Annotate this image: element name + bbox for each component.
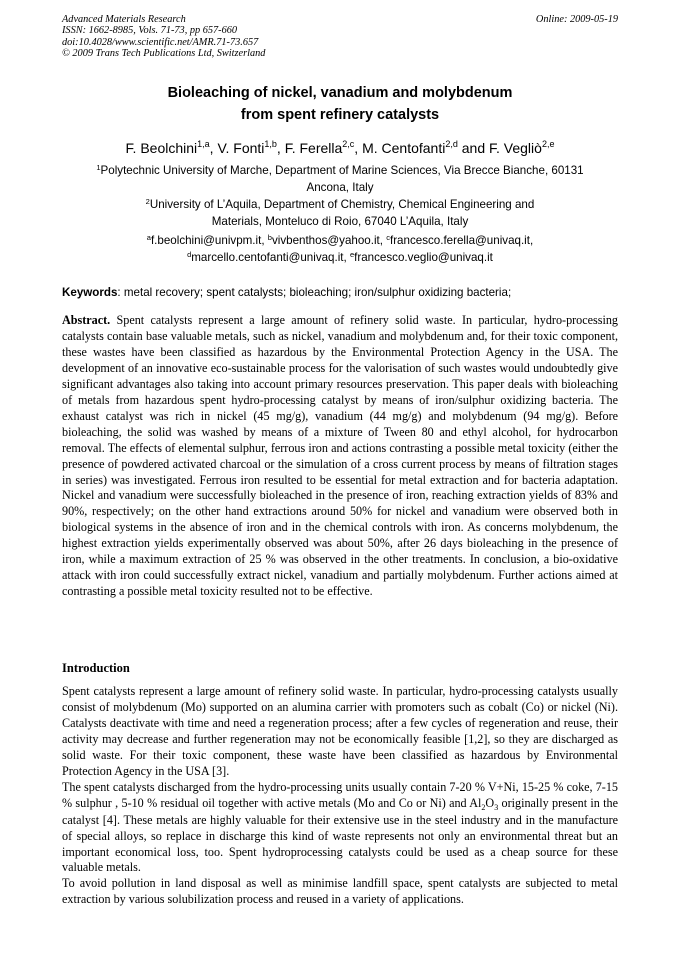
affiliation-sup: 2 [145,197,150,206]
author-sep: , [209,140,218,156]
intro-paragraph-1: Spent catalysts represent a large amount of refinery solid waste. In particular, hydro-processing catalysts usually consist of molybdenum (Mo) supported on an alumina carrier with promoters such as cobalt (Co) or nickel (Ni). Catalysts deactivate with time and need a regeneration process; after a few cycles of regeneration and reuse, their activity may decrease and further regeneration may not be economically feasible [1,2], so they are discharged as solid waste. For their toxic component, these waste have been classified as hazardous by Environmental Protection Agency in the USA [3]. [62,684,618,778]
email-link[interactable]: marcello.centofanti@univaq.it [191,250,344,264]
keywords [62,285,618,300]
email-list [62,233,618,266]
doi-line: doi:10.4028/www.scientific.net/AMR.71-73.657 [62,36,259,48]
introduction-heading: Introduction [62,661,130,675]
issn-line: ISSN: 1662-8985, Vols. 71-73, pp 657-660 [62,25,238,37]
paper-title [62,82,618,126]
author-sup: 2,c [342,139,355,149]
author-sup: 1,b [264,139,277,149]
email-sup: d [187,249,192,259]
copyright-line: © 2009 Trans Tech Publications Ltd, Switzerland [62,48,266,60]
email-sup: c [386,233,390,242]
intro-p2-mid: O [485,795,495,810]
keywords-text: : metal recovery; spent catalysts; bioleaching; iron/sulphur oxidizing bacteria; [117,286,512,299]
subscript: 2 [481,802,486,812]
author-sup: 2,d [445,139,458,149]
journal-name: Advanced Materials Research [62,14,186,25]
author-name: V. Fonti [217,140,265,156]
affiliation-1 [62,163,618,195]
email-link[interactable]: f.beolchini@univpm.it [150,234,262,247]
title-line-2: from spent refinery catalysts [240,107,440,123]
email-link[interactable]: francesco.veglio@univaq.it [354,250,493,264]
email-sep: , [379,234,387,247]
abstract-label: Abstract. [62,313,111,327]
affiliation-2-line-2: Materials, Monteluco di Roio, 67040 L’Aquila, Italy [211,214,469,228]
email-sep: , [261,234,268,247]
author-name: F. Ferella [284,140,343,156]
intro-paragraph-3: To avoid pollution in land disposal as well as minimise landfill space, spent catalysts are subjected to metal extraction by various solubilization process and reused in a variety of applications. [62,876,618,907]
email-sup: e [349,249,355,259]
subscript: 3 [494,802,499,812]
keywords-label: Keywords [62,286,118,299]
affiliation-2-line-1: University of L’Aquila, Department of Chemistry, Chemical Engineering and [149,198,535,211]
author-sep: and [457,140,489,156]
email-sup: b [267,233,272,242]
author-sup: 2,e [541,139,555,149]
abstract [62,313,618,600]
online-date: Online: 2009-05-19 [535,14,618,25]
abstract-text: Spent catalysts represent a large amount of refinery solid waste. In particular, hydro-processing catalysts contain base valuable metals, such as nickel, vanadium and molybdenum and, for their toxic component, these wastes have been classified as hazardous by the Environmental Protection Agency in the USA. The development of an innovative eco-sustainable process for the valorisation of such wastes would undoubtedly give significant advantages also taking into account primary resources preservation. This paper deals with bioleaching of metals from hazardous spent hydro-processing catalyst by means of iron/sulphur oxidizing bacteria. The exhaust catalyst was rich in nickel (45 mg/g), vanadium (44 mg/g) and molybdenum (94 mg/g). Before bioleaching, the solid was washed by means of a mixture of Tween 80 and ethyl alcohol, for hydrocarbon removal. The effects of elemental sulphur, ferrous iron and actions contrasting a possible metal toxicity (either the presence of powdered activated charcoal or the simulation of a cross current process by means of filtration stages in series) was investigated. Ferrous iron resulted to be essential for metal extraction and for bacteria adaptation. Nickel and vanadium were successfully bioleached in the presence of iron, reaching extraction yields of 83% and 90%, respectively; on the other hand extractions around 50% for nickel and vanadium were observed both in biological systems in the absence of iron and in the chemical controls with iron. As concerns molybdenum, the highest extraction yields experimentally observed was about 50%, after 26 days bioleaching in the presence of iron, while a maximum extraction of 25 % was observed in the other treatments. In conclusion, a bio-oxidative attack with iron could successfully extract nickel, vanadium and partially molybdenum. Further actions aimed at contrasting a possible metal toxicity resulted not to be effective. [62,313,618,599]
intro-paragraph-2 [62,780,618,877]
author-sep: , [276,140,285,156]
author-list [62,139,618,159]
email-link[interactable]: vivbenthos@yahoo.it [271,234,380,247]
intro-p2-start: The spent catalysts discharged from the hydro-processing units usually contain 7-20 % V+Ni, 15-25 % coke, 7-15 % sulphur , 5-10 % residual oil together with active metals (Mo and Co or Ni) and Al [62,779,618,810]
affiliation-1-line-2: Ancona, Italy [306,180,374,194]
author-name: F. Vegliò [489,140,542,156]
email-sep: , [529,234,534,247]
email-sep: , [343,250,350,264]
email-sup: a [146,233,151,242]
affiliation-sup: 1 [96,163,101,172]
author-sup: 1,a [197,139,210,149]
affiliation-1-line-1: Polytechnic University of Marche, Department of Marine Sciences, Via Brecce Bianche, 60131 [100,164,584,177]
author-name: F. Beolchini [125,140,198,156]
introduction-body [62,684,618,908]
email-link[interactable]: francesco.ferella@univaq.it [389,234,530,247]
author-name: M. Centofanti [362,140,446,156]
affiliation-2 [62,197,618,229]
author-sep: , [354,140,363,156]
intro-p2-end: originally present in the catalyst [4]. These metals are highly valuable for their extensive use in the steel industry and in the manufacture of special alloys, so replace in discharge this kind of waste represents not only an environmental threat but an important economical loss, too. Spent hydroprocessing catalysts could be used as a cheap source for these valuable metals. [62,795,618,875]
title-line-1: Bioleaching of nickel, vanadium and molybdenum [167,85,513,101]
journal-header [62,14,618,60]
